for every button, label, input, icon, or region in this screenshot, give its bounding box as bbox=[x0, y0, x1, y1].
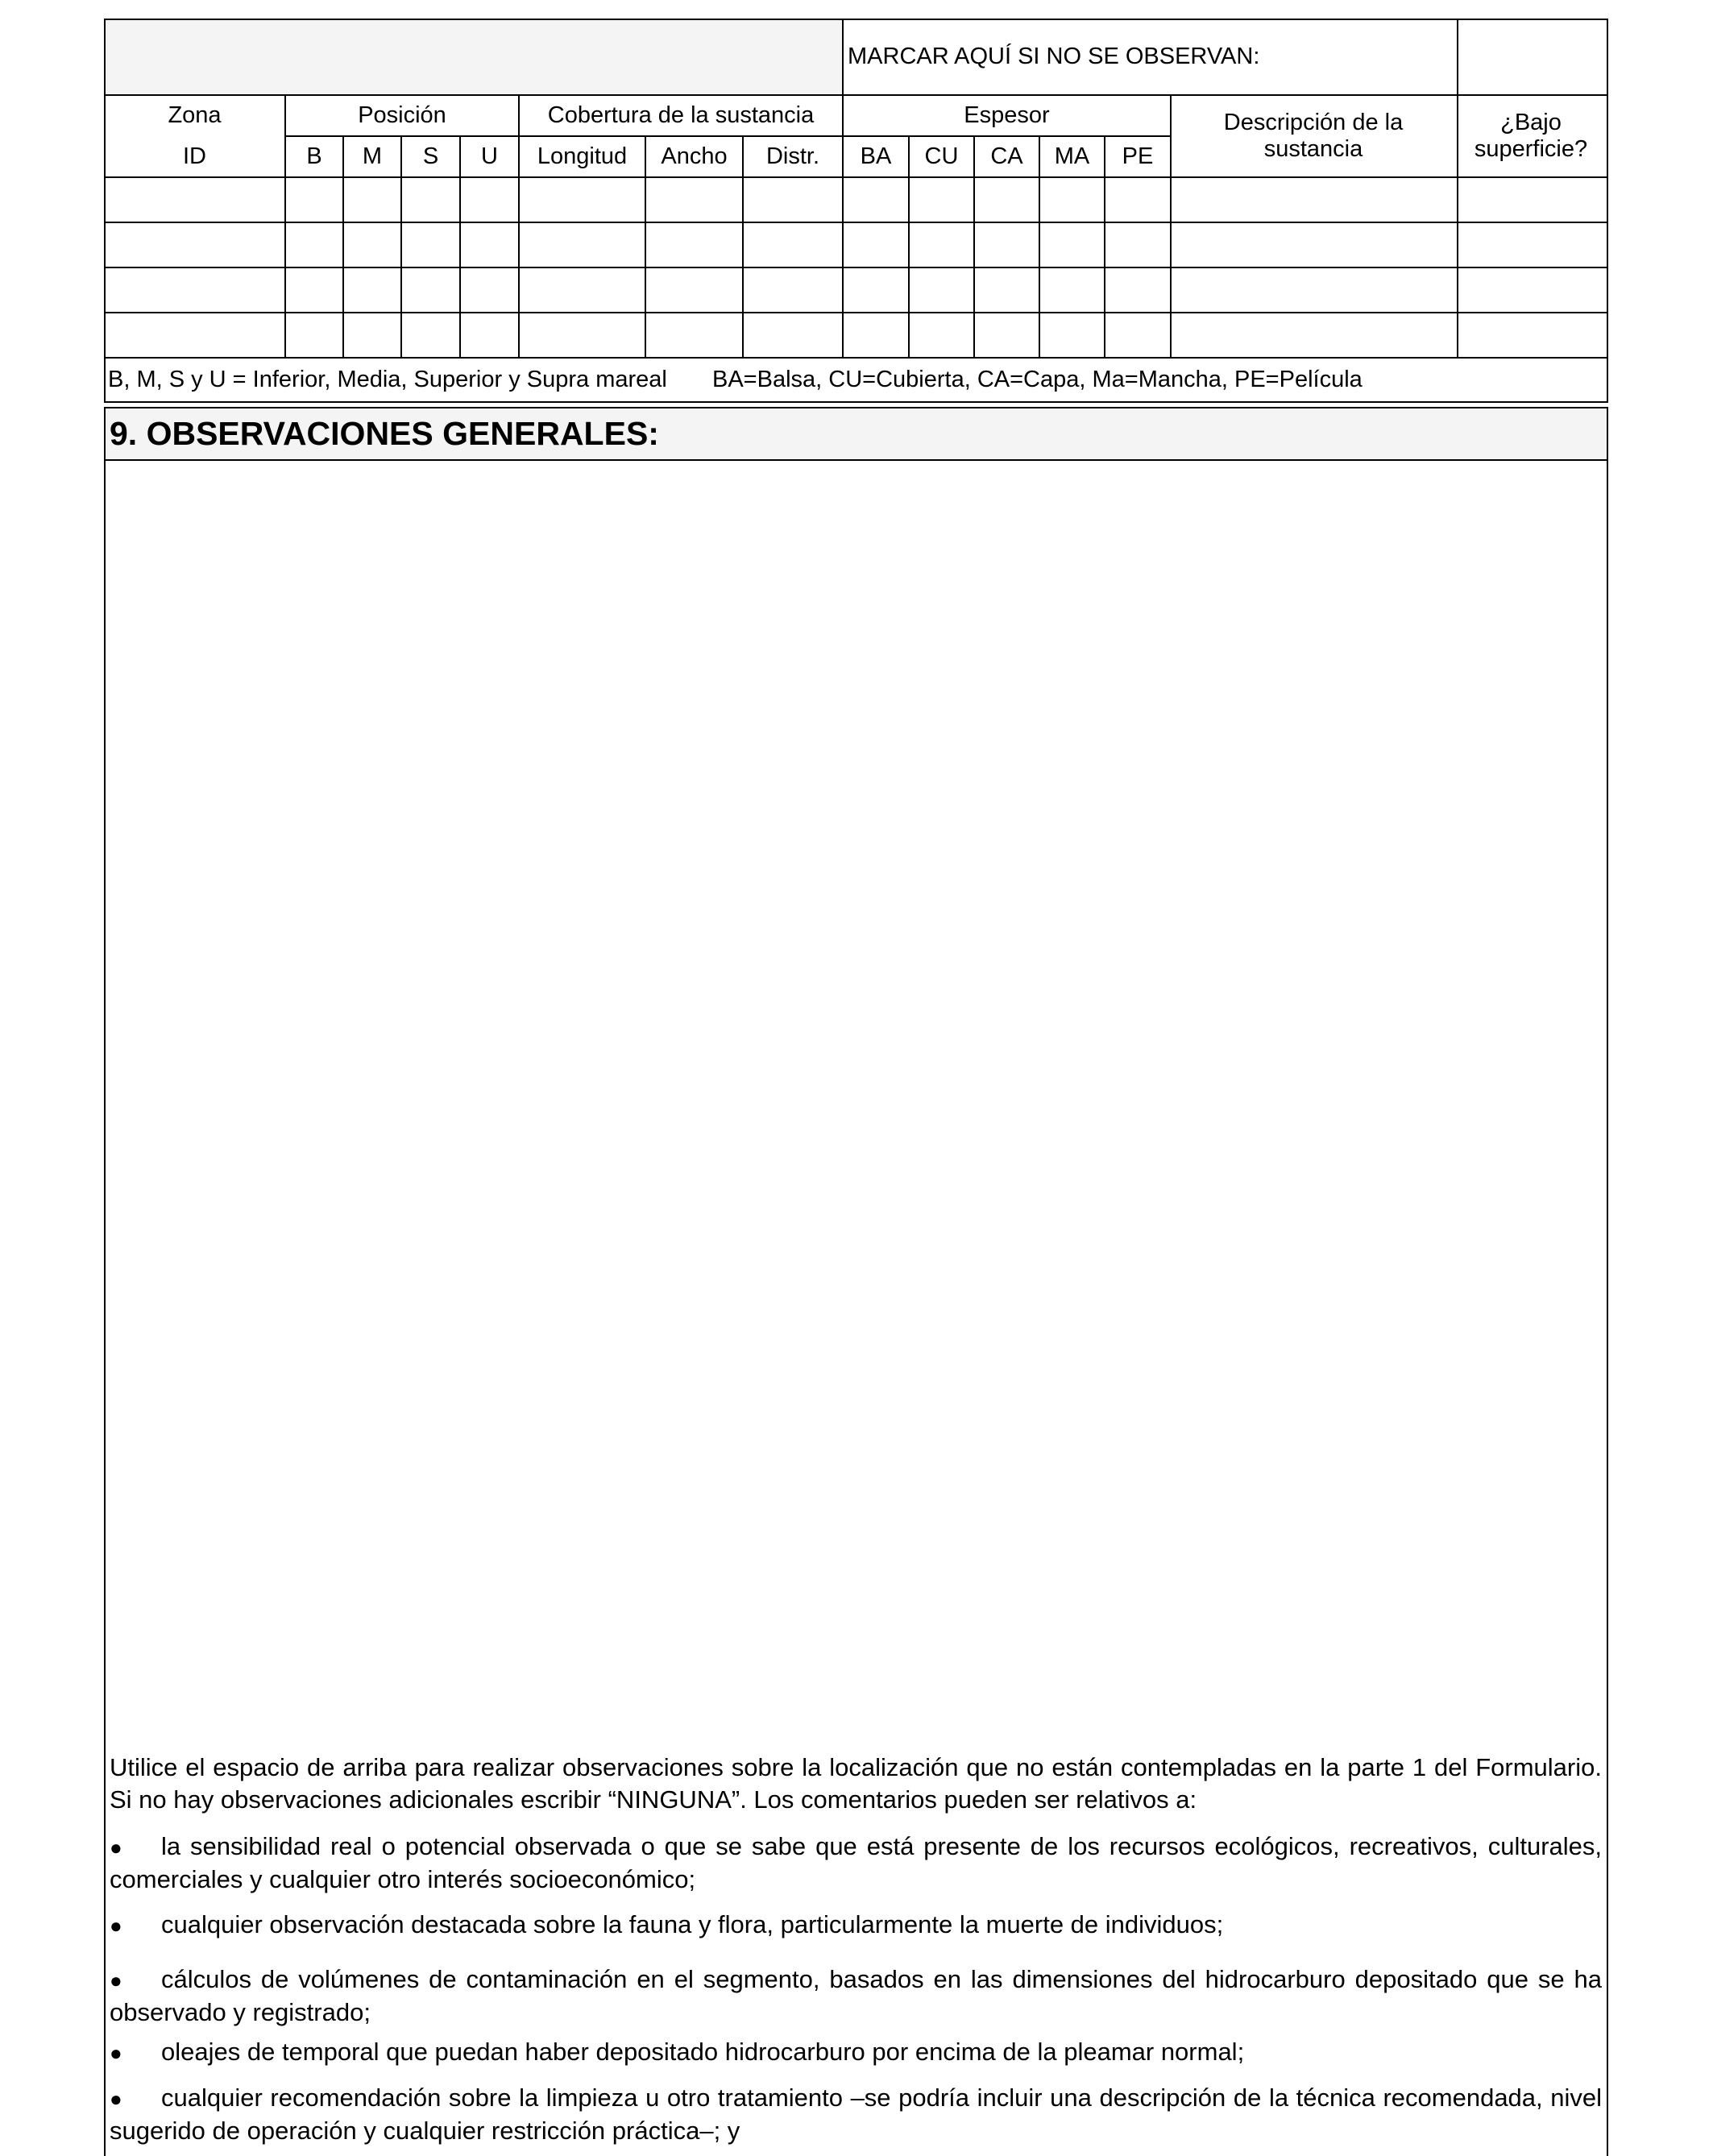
header-pos-m: M bbox=[362, 143, 383, 169]
list-item: ● cualquier recomendación sobre la limpieza u otro tratamiento –se podría incluir una descripción de la técnica recomendada, nivel sugerido de operación y cualquier restricción práctica–; y bbox=[110, 2083, 1602, 2145]
header-cobertura: Cobertura de la sustancia bbox=[547, 102, 815, 128]
header-pos-s: S bbox=[422, 143, 439, 169]
observations-writing-area[interactable] bbox=[106, 461, 1607, 1743]
header-ba: BA bbox=[860, 143, 892, 169]
legend-position: B, M, S y U = Inferior, Media, Superior y Supra mareal bbox=[108, 367, 667, 392]
list-item: ● cualquier observación destacada sobre la fauna y flora, particularmente la muerte de individuos; bbox=[110, 1909, 1602, 1942]
bullet-icon: ● bbox=[110, 1968, 122, 1992]
bullet-icon: ● bbox=[110, 1913, 122, 1938]
not-observed-label: MARCAR AQUÍ SI NO SE OBSERVAN: bbox=[848, 44, 1260, 69]
header-longitud: Longitud bbox=[537, 143, 628, 169]
section-title: 9. OBSERVACIONES GENERALES: bbox=[110, 414, 659, 452]
bullet-icon: ● bbox=[110, 1835, 122, 1860]
header-espesor: Espesor bbox=[964, 102, 1050, 128]
header-pe: PE bbox=[1122, 143, 1154, 169]
table-row[interactable] bbox=[106, 178, 1456, 222]
table-title-blank bbox=[105, 19, 843, 94]
header-ma: MA bbox=[1054, 143, 1090, 169]
header-cu: CU bbox=[924, 143, 959, 169]
list-item: ● oleajes de temporal que puedan haber depositado hidrocarburo por encima de la pleamar normal; bbox=[110, 2036, 1602, 2069]
header-descripcion: Descripción de la sustancia bbox=[1223, 110, 1404, 162]
table-row[interactable] bbox=[106, 268, 1456, 312]
table-row[interactable] bbox=[106, 313, 1456, 357]
table-row[interactable] bbox=[106, 223, 1456, 267]
header-pos-b: B bbox=[306, 143, 322, 169]
header-pos-u: U bbox=[481, 143, 498, 169]
header-posicion: Posición bbox=[358, 102, 446, 128]
list-item: ● la sensibilidad real o potencial observada o que se sabe que está presente de los recursos ecológicos, recreativos, culturales, comerciales y cualquier otro interés socioeconómico; bbox=[110, 1832, 1602, 1893]
instructions-intro: Utilice el espacio de arriba para realizar observaciones sobre la localización que no están contempladas en la parte 1 del Formulario. Si no hay observaciones adicionales escribir “NINGUNA”. Los comentarios pueden ser relativos a: bbox=[110, 1753, 1602, 1814]
header-ca: CA bbox=[990, 143, 1023, 169]
header-distr: Distr. bbox=[765, 143, 820, 169]
bullet-icon: ● bbox=[110, 2087, 122, 2111]
header-zona: Zona bbox=[168, 102, 222, 128]
list-item: ● cálculos de volúmenes de contaminación en el segmento, basados en las dimensiones del hidrocarburo depositado que se ha observado y registrado; bbox=[110, 1965, 1602, 2026]
not-observed-checkbox[interactable] bbox=[1458, 20, 1607, 94]
legend-thickness: BA=Balsa, CU=Cubierta, CA=Capa, Ma=Mancha, PE=Película bbox=[712, 367, 1363, 392]
header-ancho: Ancho bbox=[661, 143, 728, 169]
header-id: ID bbox=[183, 143, 206, 169]
bullet-icon: ● bbox=[110, 2041, 122, 2065]
header-bajo-superficie: ¿Bajo superficie? bbox=[1474, 110, 1588, 162]
